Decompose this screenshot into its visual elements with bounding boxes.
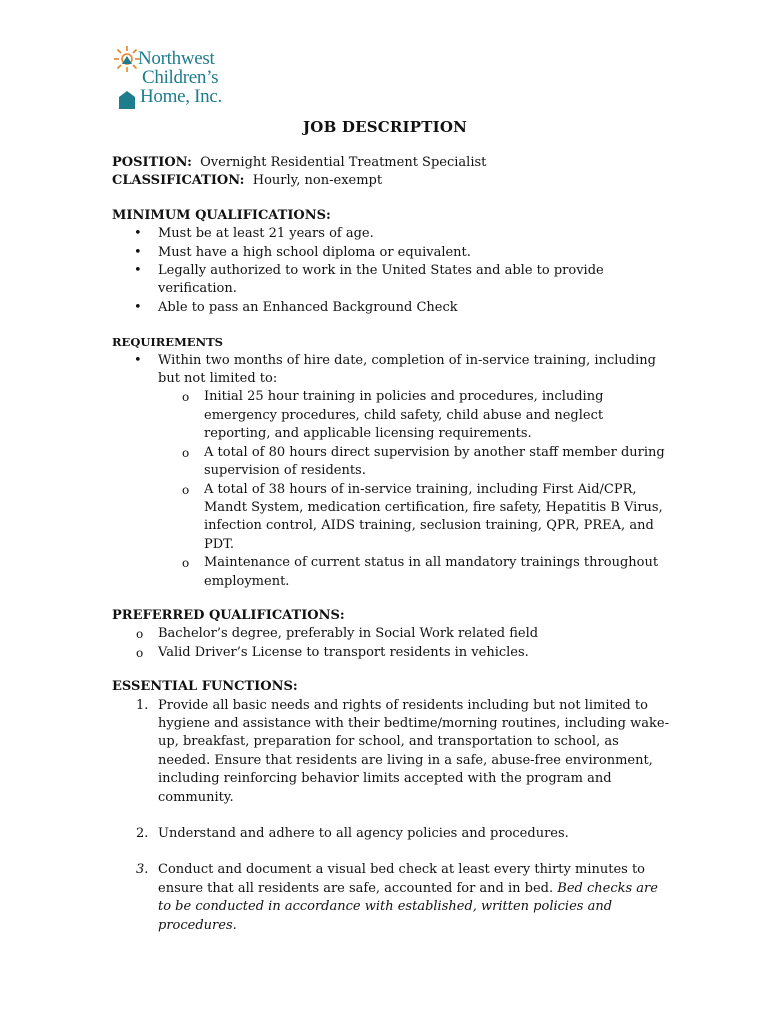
company-logo (112, 44, 242, 110)
list-item (112, 861, 672, 935)
position-value: Overnight Residential Treatment Specialist (200, 155, 487, 170)
list-item (112, 352, 672, 591)
item-text: Conduct and document a visual bed check at least every thirty minutes to ensure that all residents are safe, accounted for and in bed. (158, 862, 646, 896)
document-title: JOB DESCRIPTION (303, 118, 467, 136)
list-item: • Must be at least 21 years of age. (112, 225, 672, 243)
preferred-heading: PREFERRED QUALIFICATIONS: (112, 607, 345, 623)
list-item: o Valid Driver’s License to transport residents in vehicles. (112, 644, 672, 662)
item-text: Understand and adhere to all agency policies and procedures. (158, 826, 569, 841)
logo-line-2: Children’s (142, 67, 219, 88)
min-qual-heading: MINIMUM QUALIFICATIONS: (112, 207, 331, 223)
list-item (112, 697, 672, 807)
house-icon (119, 91, 135, 109)
sub-list-item: o Maintenance of current status in all mandatory trainings throughout employment. (112, 554, 672, 591)
list-item: o Bachelor’s degree, preferably in Social Work related field (112, 625, 672, 643)
sub-list-item: o A total of 80 hours direct supervision by another staff member during supervision of residents. (112, 444, 672, 481)
list-item (112, 825, 672, 843)
logo-line-1: Northwest (138, 48, 215, 69)
list-item: • Able to pass an Enhanced Background Check (112, 299, 672, 317)
requirements-list (112, 352, 672, 591)
classification-line (112, 172, 672, 190)
list-item: • Legally authorized to work in the United States and able to provide verification. (112, 262, 672, 299)
classification-label: CLASSIFICATION: (112, 173, 245, 189)
essential-heading: ESSENTIAL FUNCTIONS: (112, 679, 298, 695)
document-body (112, 154, 672, 935)
requirements-heading: REQUIREMENTS (112, 335, 223, 350)
position-label: POSITION: (112, 155, 192, 170)
item-italic-text: Bed checks are to be conducted in accordance with established, written policies and procedures. (158, 880, 658, 933)
item-number: 3. (136, 862, 149, 878)
classification-value: Hourly, non-exempt (252, 173, 383, 189)
min-qual-list (112, 225, 672, 317)
sub-list-item: o Initial 25 hour training in policies and procedures, including emergency procedures, child safety, child abuse and neglect reporting, and applicable licensing requirements. (112, 388, 672, 443)
position-line (112, 154, 672, 172)
essential-list (112, 697, 672, 935)
sub-list-item: o A total of 38 hours of in-service training, including First Aid/CPR, Mandt System, medication certification, fire safety, Hepatitis B Virus, infection control, AIDS training, seclusion training, QPR, PREA, and PDT. (112, 481, 672, 555)
logo-line-3: Home, Inc. (140, 86, 222, 107)
item-number: 1. (136, 697, 149, 713)
list-item: • Must have a high school diploma or equivalent. (112, 244, 672, 262)
item-text: Provide all basic needs and rights of residents including but not limited to hygiene and assistance with their bedtime/morning routines, including wake-up, breakfast, preparation for school, and transportation to school, as needed. Ensure that residents are living in a safe, abuse-free environment, including reinforcing behavior limits accepted with the program and community. (158, 697, 669, 805)
requirements-sublist (112, 388, 672, 590)
preferred-list (112, 625, 672, 662)
item-number: 2. (136, 826, 149, 841)
requirements-intro: Within two months of hire date, completion of in-service training, including but not limited to: (158, 352, 656, 387)
